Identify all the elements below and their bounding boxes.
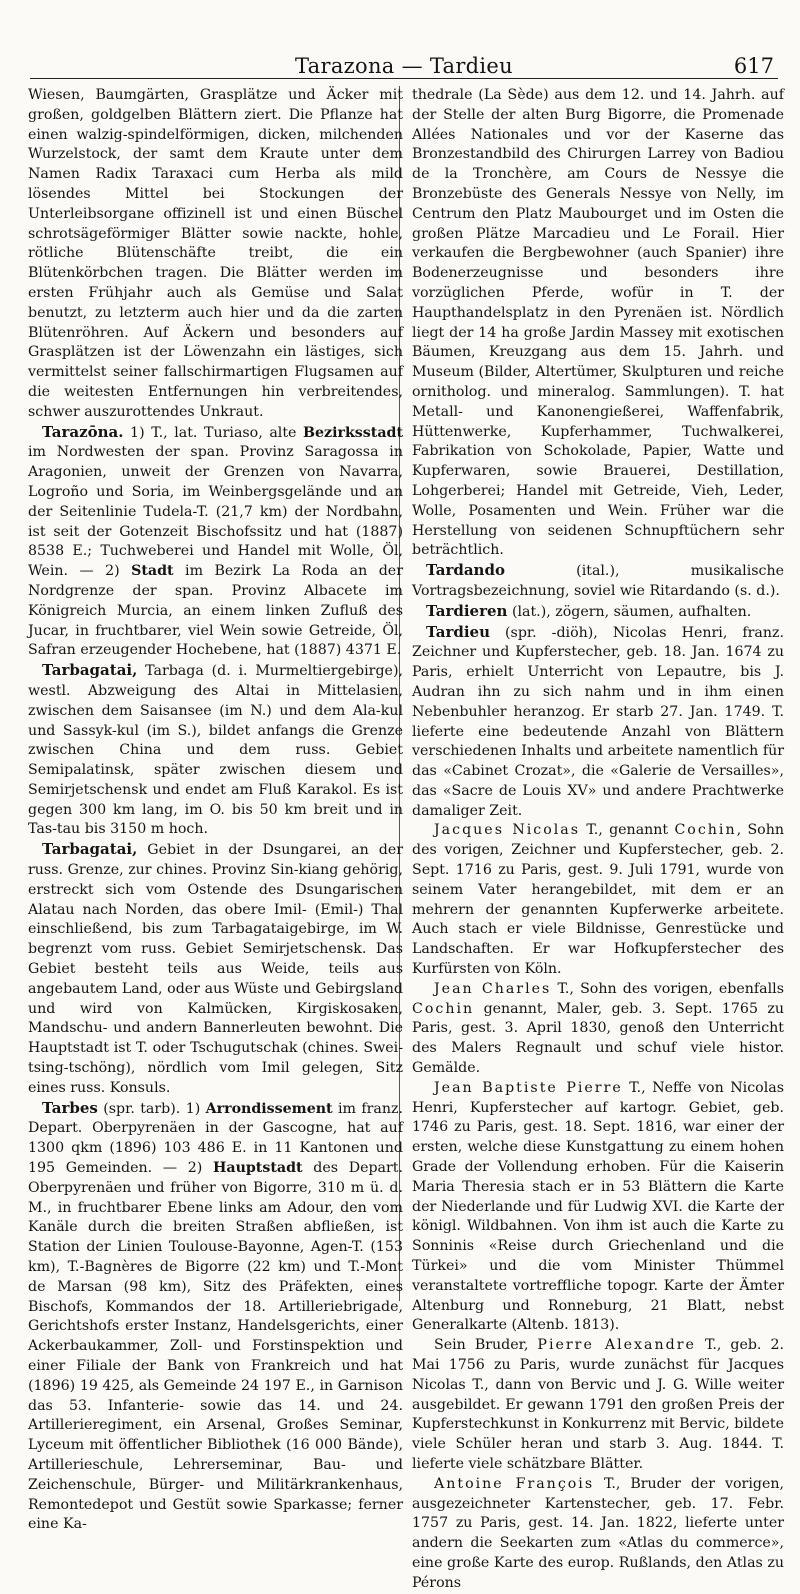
subentry-jacques-nicolas: [412, 821, 784, 979]
entry-text: (spr. -diöh), Nicolas Henri, franz. Zeichner und Kupferstecher, geb. 18. Jan. 1674 zu Paris, erhielt Unterricht von Lepautre, bis J. Audran ihn zu sich nahm und in ihm einen Nebenbuhler heranzog. Er starb 27. Jan. 1749. T. lieferte eine bedeutende Anzahl von Blättern verschiedenen Inhalts und arbeitete namentlich für das «Cabinet Crozat», die «Galerie de Versailles», das «Sacre de Louis XV» und andere Prachtwerke damaliger Zeit.: [412, 624, 784, 819]
entry-tarbagatai-mountains: [28, 661, 403, 840]
keyword: Arrondissement: [205, 1100, 333, 1117]
headword: Tarbagatai,: [42, 840, 138, 859]
entry-tarbes: [28, 1099, 403, 1536]
person-name: Jean Charles: [434, 980, 552, 997]
headword: Tarbes: [42, 1098, 98, 1117]
person-name: Antoine François: [434, 1475, 595, 1492]
entry-text: Tarbaga (d. i. Murmeltiergebirge), westl. Abzweigung des Altai in Mittelasien, zwischen dem Saisansee (im N.) und dem Ala-kul und Sassyk-kul (im S.), bildet anfangs die Grenze zwischen China und dem russ. Gebiet Semipalatinsk, später zwischen diesem und Semirjetschensk und endet am Fluß Karakol. Es ist gegen 300 km lang, im O. bis 50 km breit und in Tas-tau bis 3150 m hoch.: [28, 663, 403, 838]
headword: Tarbagatai,: [42, 661, 138, 680]
page-header: [30, 10, 778, 79]
subentry-pierre-alexandre: [412, 1336, 784, 1475]
entry-text: T., genannt: [580, 822, 675, 839]
headword: Tardando: [426, 561, 505, 580]
headword: Tarazōna.: [42, 422, 124, 441]
entry-tardieren: [412, 602, 784, 623]
page-number: 617: [733, 54, 774, 78]
entry-text: T., geb. 2. Mai 1756 zu Paris, wurde zunächst für Jacques Nicolas T., dann von Bervic und J. G. Wille weiter ausgebildet. Er gewann 1791 den großen Preis der Kupferstechkunst in Konkurrenz mit Bervic, bildete viele Schüler heran und starb 3. Aug. 1844. T. lieferte viele schätzbare Blätter.: [412, 1337, 784, 1472]
headword: Tardieu: [426, 622, 490, 641]
entry-text: im Nordwesten der span. Provinz Saragossa in Aragonien, unweit der Grenzen von Navarra, Logroño und Soria, im Weinbergsgelände und an der Seitenlinie Tudela-T. (21,7 km) der Nordbahn, ist seit der Gotenzeit Bischofssitz und hat (1887) 8538 E.; Tuchweberei und Handel mit Wolle, Öl, Wein. — 2): [28, 444, 403, 580]
continued-paragraph: Wiesen, Baumgärten, Grasplätze und Äcker mit großen, goldgelben Blättern ziert. Die Pflanze hat einen walzig-spindelförmigen, dicken, milchenden Wurzelstock, der samt dem Kraute unter dem Namen Radix Taraxaci cum Herba als mild lösendes Mittel bei Stockungen der Unterleibsorgane offizinell ist und einen Büschel schrotsägeförmiger Blätter sowie nackte, hohle, rötliche Blütenschäfte treibt, die ein Blütenkörbchen tragen. Die Blätter werden im ersten Frühjahr auch als Gemüse und Salat benutzt, zu letzterm auch hier und da die zarten Blütenröhren. Auf Äckern und besonders auf Grasplätzen ist der Löwenzahn ein lästiges, sich vermittelst seiner fallschirmartigen Flugsamen auf die weitesten Entfernungen hin verbreitendes, schwer auszurottendes Unkraut.: [28, 87, 403, 420]
entry-text: , Sohn des vorigen, Zeichner und Kupferstecher, geb. 2. Sept. 1716 zu Paris, gest. 9. Juli 1791, wurde von seinem Vater herangebildet, mit dem er an mehrern der genannten Kupferwerke arbeitete. Auch stach er viele Bildnisse, Genrestücke und Landschaften. Er war Hofkupferstecher des Kurfürsten von Köln.: [412, 822, 784, 978]
entry-text: T., Bruder der vorigen, ausgezeichneter Kartenstecher, geb. 17. Febr. 1757 zu Paris, gest. 14. Jan. 1822, lieferte unter andern die Seekarten zum «Atlas du commerce», eine große Karte des europ. Rußlands, den Atlas zu Pérons: [412, 1475, 784, 1591]
headword: Tardieren: [426, 601, 508, 620]
continued-paragraph: thedrale (La Sède) aus dem 12. und 14. Jahrh. auf der Stelle der alten Burg Bigorre, die Promenade Allées Nationales und vor der Kaserne das Bronzestandbild des Chirurgen Larrey von Badiou de la Tronchère, am Cours de Nessye die Bronzebüste des Generals Nessye von Nelly, im Centrum den Platz Maubourget und im Osten die großen Plätze Marcadieu und Le Forail. Hier verkaufen die Bergbewohner (auch Spanier) ihre Bodenerzeugnisse und besonders ihre vorzüglichen Pferde, wofür in T. der Haupthandelsplatz in den Pyrenäen ist. Nördlich liegt der 14 ha große Jardin Massey mit exotischen Bäumen, Kreuzgang aus dem 15. Jahrh. und Museum (Bilder, Altertümer, Skulpturen und reiche ornitholog. und mineralog. Sammlungen). T. hat Metall- und Kanonengießerei, Waffenfabrik, Hüttenwerke, Kupferhammer, Tuchwalkerei, Fabrikation von Schokolade, Papier, Watte und Kupferwaren, sowie Brauerei, Destillation, Lohgerberei; Handel mit Getreide, Vieh, Leder, Wolle, Posamenten und Wein. Früher war die Herstellung von seidenen Schnupftüchern sehr beträchtlich.: [412, 87, 784, 559]
person-name: Jean Baptiste Pierre: [434, 1079, 623, 1096]
person-name: Pierre Alexandre: [537, 1337, 696, 1354]
entry-tarbagatai-region: [28, 840, 403, 1098]
subentry-antoine-francois: [412, 1475, 784, 1594]
entry-text: Gebiet in der Dsungarei, an der russ. Grenze, zur chines. Provinz Sin-kiang gehörig, erstreckt sich vom Ostende des Dsungarischen Alatau nach Norden, das obere Imil- (Emil-) Thal einschließend, bis zum Tarbagataigebirge, im W. begrenzt vom russ. Gebiet Semirjetschensk. Das Gebiet besteht teils aus Weide, teils aus angebautem Land, oder aus Wüste und Gebirgsland und wird von Kalmücken, Kirgiskosaken, Mandschu- und andern Bannerleuten bewohnt. Die Hauptstadt ist T. oder Tschugutschak (chines. Swei-tsing-tschöng), nördlich vom Imil gelegen, Sitz eines russ. Konsuls.: [28, 842, 403, 1096]
entry-text: (spr. tarb). 1): [97, 1100, 206, 1117]
entry-tardando: [412, 561, 784, 602]
keyword: Hauptstadt: [212, 1160, 303, 1177]
entry-text: (lat.), zögern, säumen, aufhalten.: [507, 603, 752, 620]
person-name: Jacques Nicolas: [434, 822, 581, 839]
entry-text: des Depart. Oberpyrenäen und früher von Bigorre, 310 m ü. d. M., in fruchtbarer Ebene links am Adour, den vom Kanäle durch die breiten Straßen abfließen, ist Station der Linien Toulouse-Bayonne, Agen-T. (153 km), T.-Bagnères de Bigorre (22 km) und T.-Mont de Marsan (98 km), Sitz des Präfekten, eines Bischofs, Kommandos der 18. Artilleriebrigade, Gerichtshofs erster Instanz, Handelsgerichts, einer Ackerbaukammer, Zoll- und Forstinspektion und einer Filiale der Bank von Frankreich und hat (1896) 19 425, als Gemeinde 24 197 E., in Garnison das 53. Infanterie- sowie das 14. und 24. Artillerieregiment, ein Arsenal, Großes Seminar, Lyceum mit öffentlicher Bibliothek (16 000 Bände), Artillerieschule, Lehrerseminar, Bau- und Zeichenschule, Bürger- und Militärkrankenhaus, Remontedepot und Gestüt sowie Sparkasse; ferner eine Ka-: [28, 1160, 403, 1533]
entry-text: im Bezirk La Roda an der Nordgrenze der span. Provinz Albacete im Königreich Murcia, an einem linken Zufluß des Jucar, in fruchtbarer, viel Wein sowie Getreide, Öl, Safran erzeugender Hochebene, hat (1887) 4371 E.: [28, 563, 403, 659]
left-column: [28, 86, 403, 1535]
entry-text: T., Sohn des vorigen, ebenfalls: [551, 980, 784, 997]
keyword: Bezirksstadt: [303, 424, 403, 441]
entry-tardieu: [412, 623, 784, 822]
entry-text: genannt, Maler, geb. 3. Sept. 1765 zu Paris, gest. 3. April 1830, genoß den Unterricht des Malers Regnault und schuf viele histor. Gemälde.: [412, 1000, 784, 1077]
person-name: Cochin: [412, 1000, 475, 1017]
entry-text: T., Neffe von Nicolas Henri, Kupferstecher auf kartogr. Gebiet, geb. 1746 zu Paris, gest. 18. Sept. 1816, war einer der ersten, welche diese Kunstgattung zu einem hohen Grade der Vollendung erhoben. Für die Kaiserin Maria Theresia stach er in 53 Blättern die Karte der Niederlande und für Ludwig XVI. die Karte der königl. Wildbahnen. Von ihm ist auch die Karte zu Sonninis «Reise durch Griechenland und die Türkei» und die vom Minister Thümmel veranstaltete vortreffliche topogr. Karte der Ämter Altenburg und Ronneburg, 21 Blatt, nebst Generalkarte (Altenb. 1813).: [412, 1079, 784, 1334]
subentry-jean-baptiste-pierre: [412, 1079, 784, 1336]
running-title: Tarazona — Tardieu: [294, 54, 513, 78]
entry-text: Sein Bruder,: [434, 1337, 538, 1354]
right-column: [412, 86, 784, 1594]
subentry-jean-charles: [412, 980, 784, 1079]
entry-tarazona: [28, 423, 403, 662]
person-name: Cochin: [674, 822, 737, 839]
keyword: Stadt: [131, 563, 174, 580]
entry-text: im franz. Depart. Oberpyrenäen in der Gascogne, hat auf 1300 qkm (1896) 103 486 E. in 11 Kantonen und 195 Gemeinden. — 2): [28, 1100, 403, 1177]
entry-text: (ital.), musikalische Vortragsbezeichnung, soviel wie Ritardando (s. d.).: [412, 563, 784, 599]
entry-text: 1) T., lat. Turiaso, alte: [123, 424, 304, 441]
